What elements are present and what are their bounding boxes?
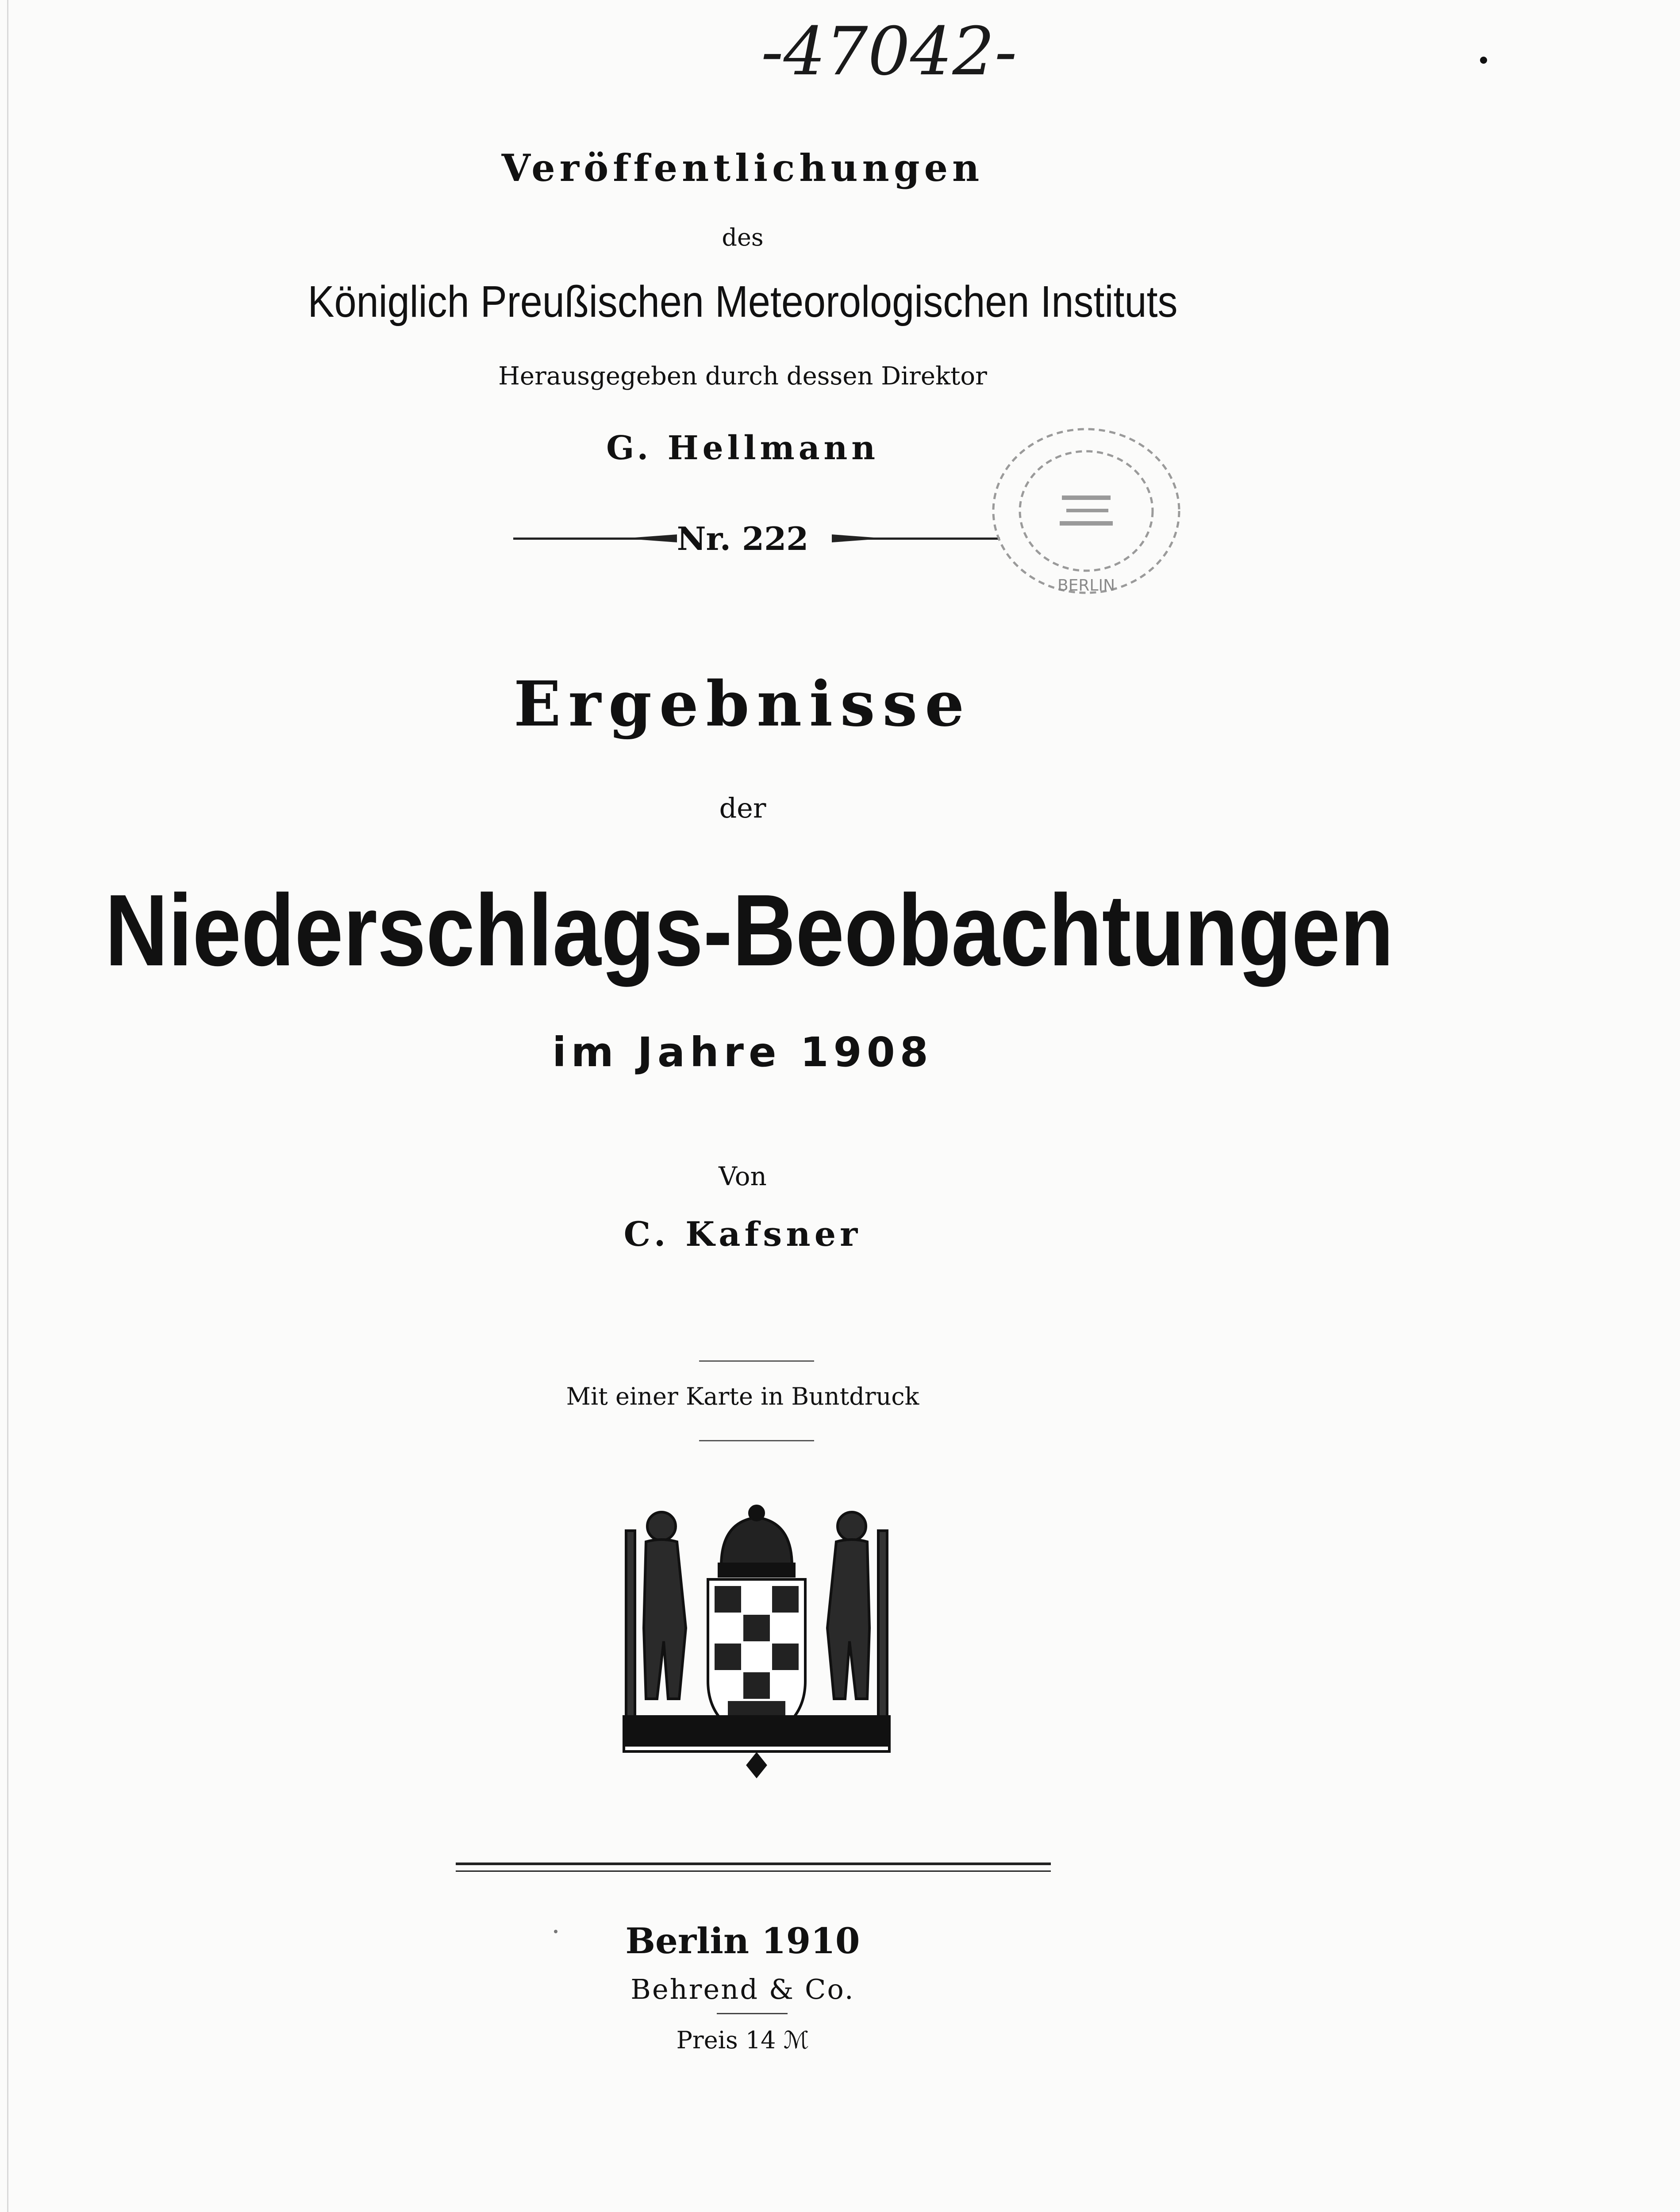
speck xyxy=(554,1930,557,1933)
ink-dot xyxy=(1480,57,1487,64)
place-year: Berlin 1910 xyxy=(625,1920,860,1962)
library-stamp-icon xyxy=(982,420,1190,606)
series-title: Veröffentlichungen xyxy=(501,146,984,190)
prussian-coat-of-arms-icon xyxy=(619,1495,894,1778)
number-rule-right xyxy=(867,538,1000,540)
editor-line: Herausgegeben durch dessen Direktor xyxy=(498,362,987,391)
year-line: im Jahre 1908 xyxy=(552,1029,933,1076)
des-line: des xyxy=(722,223,764,251)
note-rule-bottom xyxy=(699,1440,814,1441)
institute-name: Königlich Preußischen Meteorologischen Instituts xyxy=(308,277,1178,326)
title-line-2: der xyxy=(719,792,766,824)
stamp-text: BERLIN xyxy=(1057,576,1115,595)
price: Preis 14 ℳ xyxy=(676,2026,809,2054)
imprint-rule-bottom xyxy=(456,1870,1051,1872)
publisher: Behrend & Co. xyxy=(630,1973,855,2005)
imprint-rule-top xyxy=(456,1863,1051,1865)
publisher-rule xyxy=(717,2013,788,2014)
series-number: Nr. 222 xyxy=(677,520,809,557)
note-rule-top xyxy=(699,1360,814,1362)
page-edge-line xyxy=(7,0,8,2212)
main-title: Niederschlags-Beobachtungen xyxy=(105,873,1394,987)
editor-name: G. Hellmann xyxy=(606,429,879,467)
von-label: Von xyxy=(719,1161,767,1191)
author-name: C. Kafsner xyxy=(623,1214,862,1254)
title-line-1: Ergebnisse xyxy=(513,668,972,741)
handwritten-number: -47042- xyxy=(761,13,1017,90)
map-note: Mit einer Karte in Buntdruck xyxy=(566,1382,919,1410)
